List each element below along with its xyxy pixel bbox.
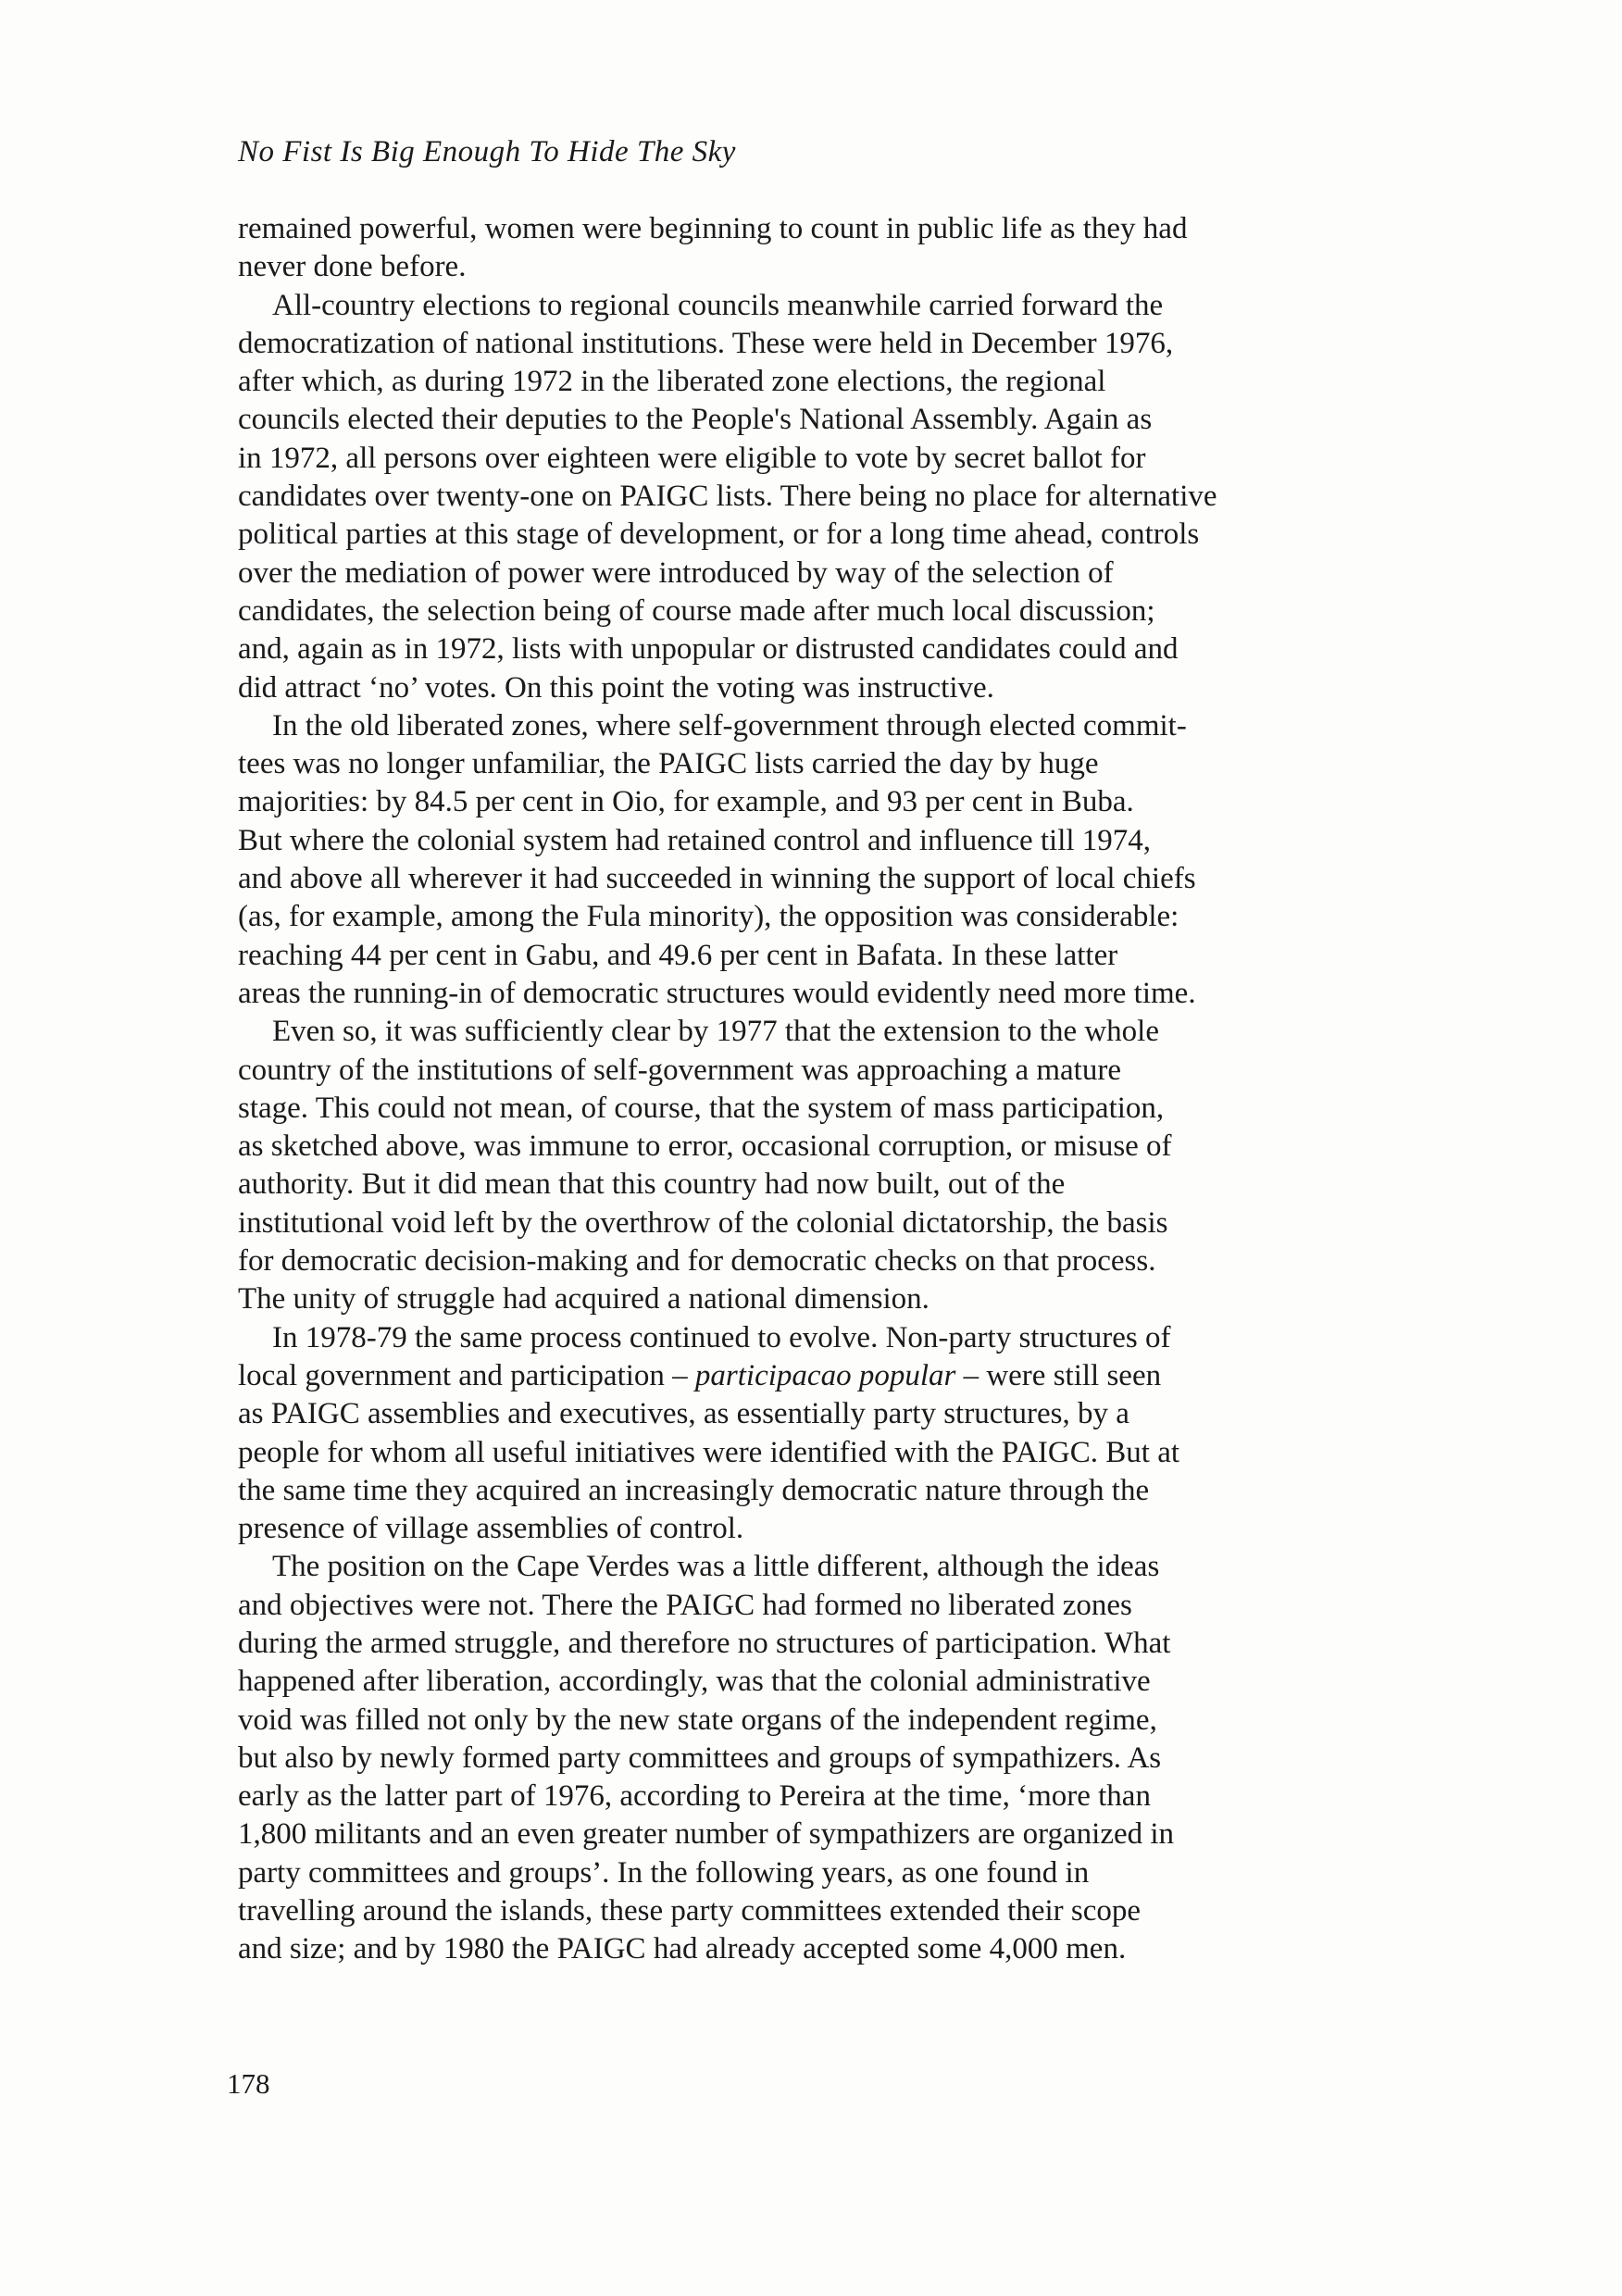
text-line: and size; and by 1980 the PAIGC had already accepted some 4,000 men.: [238, 1932, 1127, 1966]
text-line: councils elected their deputies to the People's National Assembly. Again as: [238, 403, 1153, 437]
text-line: reaching 44 per cent in Gabu, and 49.6 per cent in Bafata. In these latter: [238, 938, 1118, 972]
text-line: travelling around the islands, these party committees extended their scope: [238, 1894, 1142, 1928]
text-line: void was filled not only by the new state organs of the independent regime,: [238, 1703, 1157, 1737]
text-line: [238, 1357, 1404, 1395]
italic-phrase: participacao popular: [694, 1358, 956, 1392]
text-line: for democratic decision-making and for democratic checks on that process.: [238, 1244, 1156, 1279]
text-line: stage. This could not mean, of course, that the system of mass participation,: [238, 1091, 1165, 1125]
text-line: early as the latter part of 1976, according to Pereira at the time, ‘more than: [238, 1779, 1151, 1814]
text-line: but also by newly formed party committees and groups of sympathizers. As: [238, 1741, 1162, 1775]
text-line: Even so, it was sufficiently clear by 1977 that the extension to the whole: [272, 1015, 1159, 1049]
text-line: In the old liberated zones, where self-government through elected commit-: [272, 708, 1187, 742]
text-line: as PAIGC assemblies and executives, as essentially party structures, by a: [238, 1397, 1129, 1431]
text-line: (as, for example, among the Fula minority), the opposition was considerable:: [238, 900, 1179, 934]
text-line: areas the running-in of democratic structures would evidently need more time.: [238, 976, 1196, 1010]
text-line: 1,800 militants and an even greater number of sympathizers are organized in: [238, 1817, 1175, 1852]
text-line: candidates, the selection being of course made after much local discussion;: [238, 593, 1155, 628]
text-line: after which, as during 1972 in the liberated zone elections, the regional: [238, 365, 1106, 399]
text-line: during the armed struggle, and therefore no structures of participation. What: [238, 1626, 1171, 1660]
text-line: presence of village assemblies of control.: [238, 1512, 744, 1546]
text-line: democratization of national institutions. These were held in December 1976,: [238, 326, 1174, 360]
text-line: tees was no longer unfamiliar, the PAIGC lists carried the day by huge: [238, 747, 1099, 781]
text-line: the same time they acquired an increasingly democratic nature through the: [238, 1473, 1150, 1507]
text-line: institutional void left by the overthrow of the colonial dictatorship, the basis: [238, 1205, 1168, 1240]
text-line: over the mediation of power were introduced by way of the selection of: [238, 555, 1114, 590]
text-line: people for whom all useful initiatives were identified with the PAIGC. But at: [238, 1435, 1180, 1469]
text-line: In 1978-79 the same process continued to evolve. Non-party structures of: [272, 1320, 1171, 1354]
text-line: and above all wherever it had succeeded in winning the support of local chiefs: [238, 862, 1196, 896]
text-line: The unity of struggle had acquired a national dimension.: [238, 1282, 930, 1316]
text-line: All-country elections to regional councils meanwhile carried forward the: [272, 288, 1164, 322]
body-text: [238, 210, 1404, 1969]
text-line: in 1972, all persons over eighteen were eligible to vote by secret ballot for: [238, 441, 1146, 475]
text-line: happened after liberation, accordingly, was that the colonial administrative: [238, 1665, 1151, 1699]
text-line: country of the institutions of self-government was approaching a mature: [238, 1053, 1121, 1087]
text-line: and, again as in 1972, lists with unpopular or distrusted candidates could and: [238, 632, 1179, 667]
text-line: party committees and groups’. In the following years, as one found in: [238, 1855, 1090, 1890]
text-line: as sketched above, was immune to error, occasional corruption, or misuse of: [238, 1129, 1172, 1164]
text-segment: – were still seen: [955, 1358, 1162, 1392]
text-line: political parties at this stage of development, or for a long time ahead, controls: [238, 518, 1200, 552]
text-line: The position on the Cape Verdes was a little different, although the ideas: [272, 1550, 1160, 1584]
text-line: and objectives were not. There the PAIGC had formed no liberated zones: [238, 1588, 1132, 1622]
text-segment: local government and participation –: [238, 1358, 695, 1392]
running-head: No Fist Is Big Enough To Hide The Sky: [238, 135, 736, 168]
text-line: remained powerful, women were beginning to count in public life as they had: [238, 212, 1188, 245]
text-line: never done before.: [238, 250, 467, 284]
text-line: candidates over twenty-one on PAIGC lists. There being no place for alternative: [238, 480, 1217, 514]
text-line: But where the colonial system had retained control and influence till 1974,: [238, 823, 1152, 857]
text-line: authority. But it did mean that this country had now built, out of the: [238, 1167, 1066, 1202]
text-line: majorities: by 84.5 per cent in Oio, for example, and 93 per cent in Buba.: [238, 785, 1134, 819]
text-line: did attract ‘no’ votes. On this point the voting was instructive.: [238, 670, 994, 705]
page-number: 178: [227, 2067, 270, 2100]
